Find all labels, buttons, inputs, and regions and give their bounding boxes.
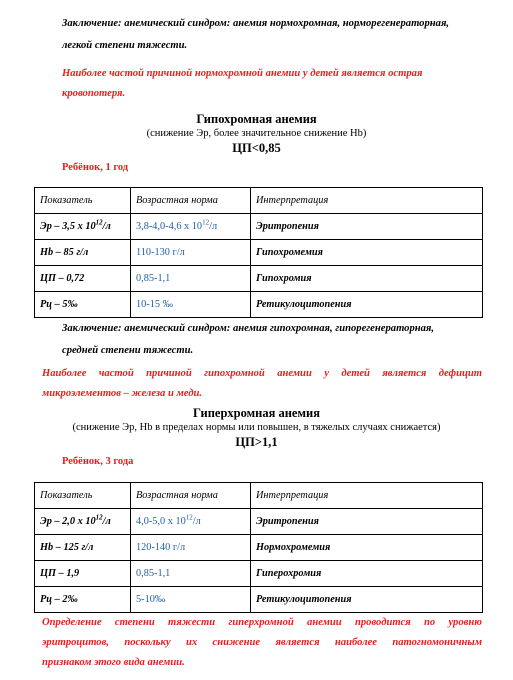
table-row [35, 266, 483, 292]
interpretation-cell: Эритропения [251, 214, 483, 240]
header-interpretation: Интерпретация [251, 188, 483, 214]
parameter-cell: Рц – 2‰ [35, 587, 131, 613]
cause-normochromic: Наиболее частой причиной нормохромной анемии у детей является острая кровопотеря. [62, 68, 423, 99]
parameter-cell: ЦП – 1,9 [35, 561, 131, 587]
table-row [35, 292, 483, 318]
table-row [35, 240, 483, 266]
parameter-cell: Рц – 5‰ [35, 292, 131, 318]
hypochromic-indicators-table [34, 187, 483, 318]
parameter-cell: Hb – 85 г/л [35, 240, 131, 266]
norm-cell: 5-10‰ [131, 587, 251, 613]
header-parameter: Показатель [35, 483, 131, 509]
section-title-hypochromic: Гипохромная анемия [196, 112, 317, 126]
section-subtitle-hypochromic: (снижение Эр, более значительное снижение Hb) [146, 128, 367, 139]
interpretation-cell: Эритропения [251, 509, 483, 535]
parameter-cell: Hb – 125 г/л [35, 535, 131, 561]
norm-cell: 10-15 ‰ [131, 292, 251, 318]
section-title-hyperchromic: Гиперхромная анемия [193, 406, 320, 420]
norm-cell: 0,85-1,1 [131, 561, 251, 587]
patient-age-hyperchromic: Ребёнок, 3 года [62, 456, 134, 467]
interpretation-cell: Нормохромемия [251, 535, 483, 561]
conclusion-hypochromic: Заключение: анемический синдром: анемия гипохромная, гипорегенераторная, средней степени тяжести. [62, 323, 435, 356]
header-age-norm: Возрастная норма [131, 188, 251, 214]
interpretation-cell: Гипохромемия [251, 240, 483, 266]
header-age-norm: Возрастная норма [131, 483, 251, 509]
parameter-cell: Эр – 2,0 х $10^{12}/л$ [35, 509, 131, 535]
table-row [35, 561, 483, 587]
norm-cell: 120-140 г/л [131, 535, 251, 561]
norm-cell: 110-130 г/л [131, 240, 251, 266]
norm-cell: 3,8-4,0-4,6 х $10^{12}/л$ [131, 214, 251, 240]
cause-hypochromic: Наиболее частой причиной гипохромной анемии у детей является дефицит микроэлементов – железа и меди. [42, 368, 482, 399]
interpretation-cell: Гипохромия [251, 266, 483, 292]
color-index-hypochromic: ЦП<0,85 [232, 141, 281, 155]
table-header-row [35, 188, 483, 214]
table-header-row [35, 483, 483, 509]
header-parameter: Показатель [35, 188, 131, 214]
final-note-hyperchromic: Определение степени тяжести гиперхромной анемии проводится по уровню эритроцитов, поскольку их снижение является наиболее патогномоничным признаком этого вида анемии. [42, 617, 482, 668]
interpretation-cell: Ретикулоцитопения [251, 292, 483, 318]
norm-cell: 0,85-1,1 [131, 266, 251, 292]
table-row [35, 587, 483, 613]
table-row [35, 509, 483, 535]
hyperchromic-indicators-table [34, 482, 483, 613]
section-subtitle-hyperchromic: (снижение Эр, Hb в пределах нормы или повышен, в тяжелых случаях снижается) [72, 422, 441, 433]
interpretation-cell: Гиперохромия [251, 561, 483, 587]
patient-age-hypochromic: Ребёнок, 1 год [62, 162, 129, 173]
header-interpretation: Интерпретация [251, 483, 483, 509]
color-index-hyperchromic: ЦП>1,1 [235, 435, 278, 449]
table-row [35, 535, 483, 561]
conclusion-normochromic: Заключение: анемический синдром: анемия нормохромная, норморегенераторная, легкой степени тяжести. [62, 18, 450, 51]
parameter-cell: ЦП – 0,72 [35, 266, 131, 292]
table-row [35, 214, 483, 240]
interpretation-cell: Ретикулоцитопения [251, 587, 483, 613]
norm-cell: 4,0-5,0 х $10^{12}/л$ [131, 509, 251, 535]
parameter-cell: Эр – 3,5 х $10^{12}/л$ [35, 214, 131, 240]
